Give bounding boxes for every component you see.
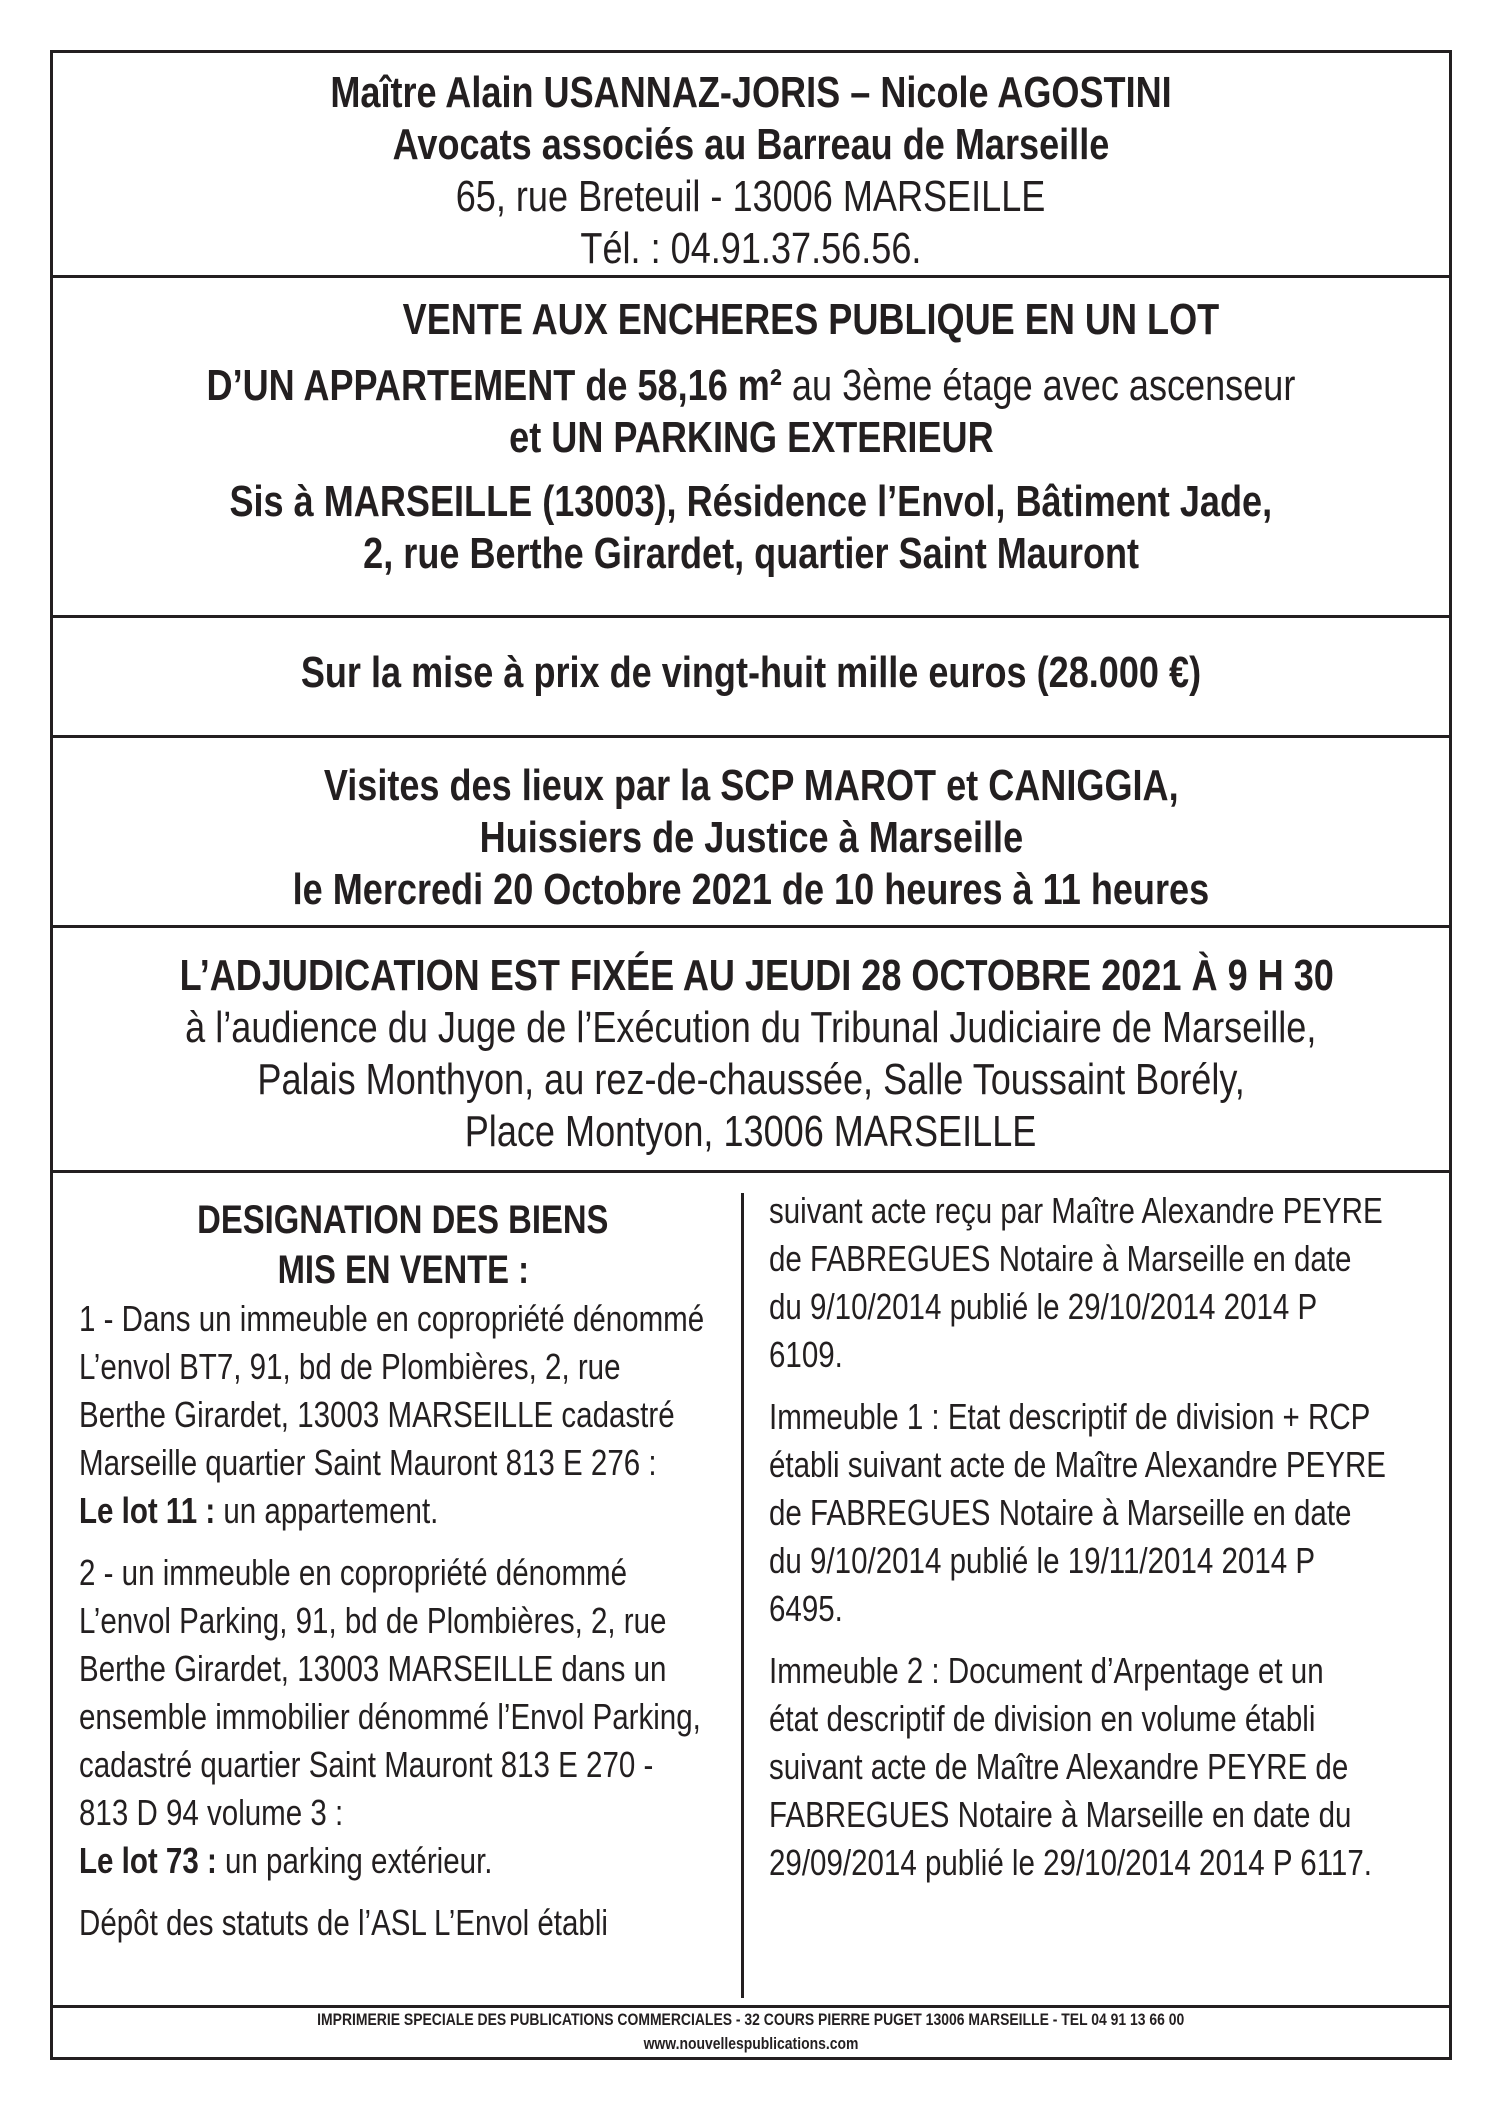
left-p3-line: Dépôt des statuts de l’ASL L’Envol établi: [79, 1902, 608, 1943]
printer-footer: [53, 2008, 1449, 2060]
designation-heading-1: DESIGNATION DES BIENS: [197, 1198, 609, 1242]
location-line-1: Sis à MARSEILLE (13003), Résidence l’Envol, Bâtiment Jade,: [229, 477, 1273, 526]
right-p3-line: 29/09/2014 publié le 29/10/2014 2014 P 6117.: [769, 1842, 1372, 1883]
left-p2-line: L’envol Parking, 91, bd de Plombières, 2, rue: [79, 1600, 667, 1641]
right-p2-line: établi suivant acte de Maître Alexandre PEYRE: [769, 1444, 1386, 1485]
starting-price: [53, 618, 1449, 738]
lot-73-text: un parking extérieur.: [216, 1840, 493, 1881]
legal-notice-frame: [50, 50, 1452, 2060]
apartment-regular: au 3ème étage avec ascenseur: [781, 361, 1296, 410]
right-p1-line: suivant acte reçu par Maître Alexandre PEYRE: [769, 1190, 1383, 1231]
visits-line-1: Visites des lieux par la SCP MAROT et CANIGGIA,: [323, 761, 1179, 810]
adjudication-title: L’ADJUDICATION EST FIXÉE AU JEUDI 28 OCTOBRE 2021 À 9 H 30: [179, 951, 1334, 1000]
adjudication-info: [53, 928, 1449, 1173]
lot-11-text: un appartement.: [215, 1490, 439, 1531]
left-p2-line: 813 D 94 volume 3 :: [79, 1792, 344, 1833]
adjudication-line-3: Place Montyon, 13006 MARSEILLE: [465, 1107, 1037, 1156]
designation-columns: [53, 1173, 1449, 2008]
lawyer-phone: Tél. : 04.91.37.56.56.: [580, 224, 922, 273]
left-p1-line: L’envol BT7, 91, bd de Plombières, 2, rue: [79, 1346, 621, 1387]
left-p1-line: Marseille quartier Saint Mauront 813 E 276 :: [79, 1442, 657, 1483]
apartment-bold: D’UN APPARTEMENT de 58,16 m²: [206, 361, 782, 410]
left-p2-line: 2 - un immeuble en copropriété dénommé: [79, 1552, 628, 1593]
price-text: Sur la mise à prix de vingt-huit mille euros (28.000 €): [300, 648, 1202, 697]
lawyer-header: [53, 53, 1449, 278]
lawyer-bar: Avocats associés au Barreau de Marseille: [392, 120, 1110, 169]
lawyer-names: Maître Alain USANNAZ-JORIS – Nicole AGOSTINI: [330, 68, 1172, 117]
sale-title: VENTE AUX ENCHERES PUBLIQUE EN UN LOT: [402, 295, 1220, 344]
adjudication-line-1: à l’audience du Juge de l’Exécution du Tribunal Judiciaire de Marseille,: [185, 1003, 1317, 1052]
lot-73-line: [79, 1837, 610, 1885]
left-p2-line: cadastré quartier Saint Mauront 813 E 270 -: [79, 1744, 654, 1785]
printer-website: www.nouvellespublications.com: [643, 2034, 859, 2053]
lot-11-label: Le lot 11 :: [79, 1490, 216, 1531]
left-p1-line: Berthe Girardet, 13003 MARSEILLE cadastré: [79, 1394, 675, 1435]
right-p2-line: du 9/10/2014 publié le 19/11/2014 2014 P: [769, 1540, 1316, 1581]
lot-11-line: [79, 1487, 610, 1535]
right-p3-line: suivant acte de Maître Alexandre PEYRE de: [769, 1746, 1349, 1787]
left-p2-line: ensemble immobilier dénommé l’Envol Parking,: [79, 1696, 701, 1737]
right-p2-line: Immeuble 1 : Etat descriptif de division + RCP: [769, 1396, 1371, 1437]
left-column: [53, 1173, 743, 2005]
right-p2-line: de FABREGUES Notaire à Marseille en date: [769, 1492, 1352, 1533]
lot-73-label: Le lot 73 :: [79, 1840, 217, 1881]
right-p3-line: état descriptif de division en volume établi: [769, 1698, 1316, 1739]
right-p3-line: FABREGUES Notaire à Marseille en date du: [769, 1794, 1352, 1835]
lawyer-address: 65, rue Breteuil - 13006 MARSEILLE: [456, 172, 1046, 221]
visits-line-3: le Mercredi 20 Octobre 2021 de 10 heures à 11 heures: [292, 865, 1210, 914]
right-column: [743, 1173, 1449, 2005]
left-p2-line: Berthe Girardet, 13003 MARSEILLE dans un: [79, 1648, 667, 1689]
visits-line-2: Huissiers de Justice à Marseille: [479, 813, 1023, 862]
adjudication-line-2: Palais Monthyon, au rez-de-chaussée, Salle Toussaint Borély,: [257, 1055, 1245, 1104]
printer-info: IMPRIMERIE SPECIALE DES PUBLICATIONS COMMERCIALES - 32 COURS PIERRE PUGET 13006 MARSEILLE - TEL 04 91 13 66 00: [317, 2010, 1185, 2029]
parking-line: et UN PARKING EXTERIEUR: [508, 413, 994, 462]
right-p1-line: de FABREGUES Notaire à Marseille en date: [769, 1238, 1352, 1279]
right-p1-line: 6109.: [769, 1334, 843, 1375]
visits-info: [53, 738, 1449, 928]
sale-description: [53, 278, 1449, 618]
left-p1-line: 1 - Dans un immeuble en copropriété dénommé: [79, 1298, 705, 1339]
right-p1-line: du 9/10/2014 publié le 29/10/2014 2014 P: [769, 1286, 1318, 1327]
apartment-line: [207, 360, 1296, 412]
location-line-2: 2, rue Berthe Girardet, quartier Saint Mauront: [363, 529, 1139, 578]
right-p2-line: 6495.: [769, 1588, 843, 1629]
right-p3-line: Immeuble 2 : Document d’Arpentage et un: [769, 1650, 1324, 1691]
designation-heading-2: MIS EN VENTE :: [277, 1248, 529, 1292]
